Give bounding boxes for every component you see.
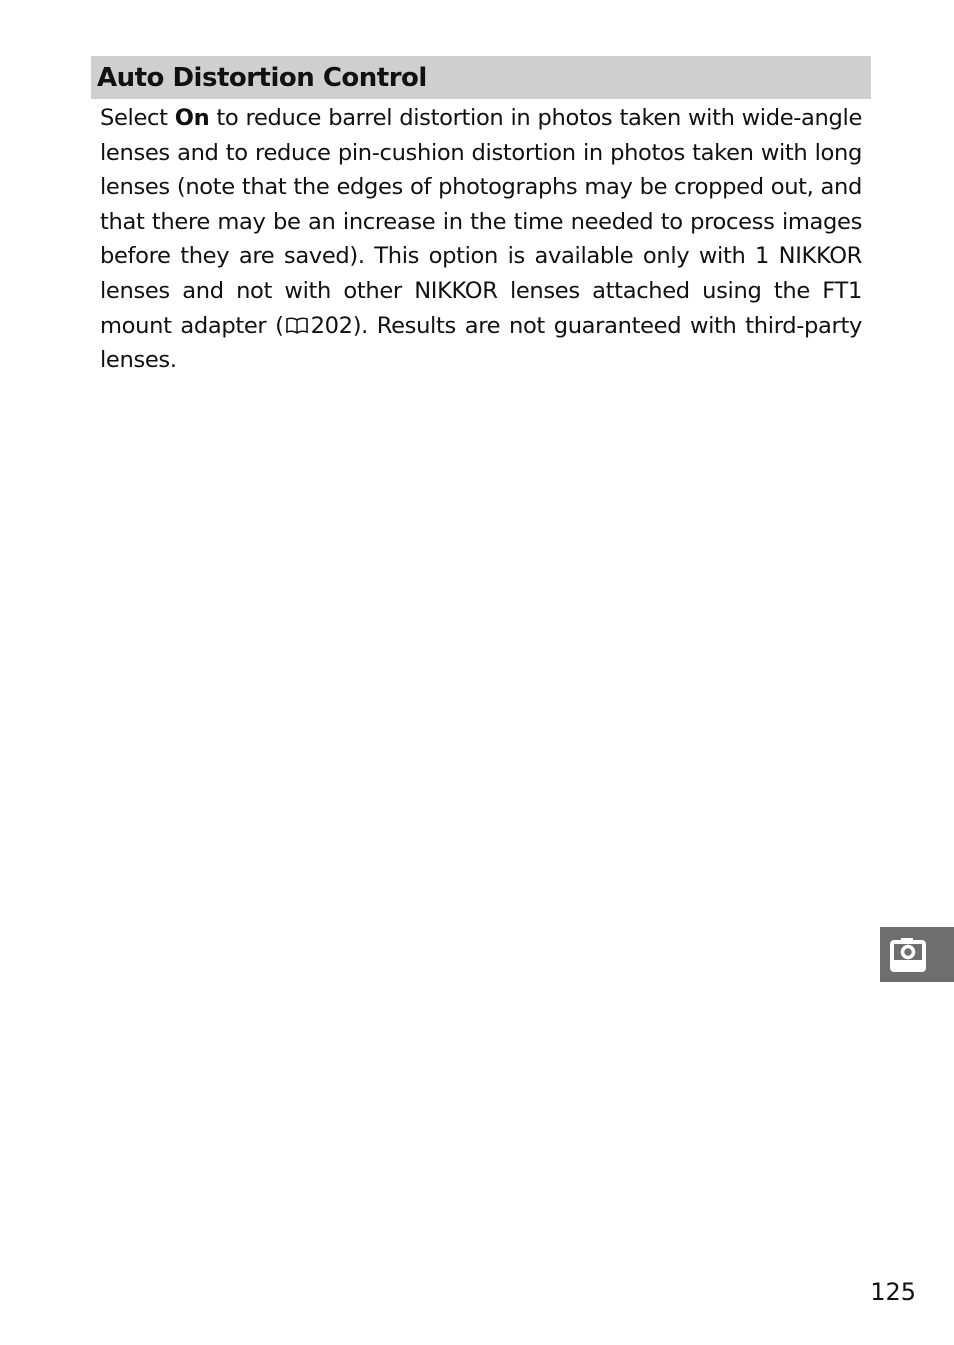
page-number: 125 <box>870 1278 916 1306</box>
section-header <box>91 56 871 99</box>
paragraph-text-2: to reduce barrel distortion in photos taken with wide-angle lenses and to reduce pin-cushion distortion in photos taken with long lenses (note that the edges of photographs may be cropped out, and that there may be an increase in the time needed to process images before they are saved). This option is available only with 1 NIKKOR lenses and not with other NIKKOR lenses attached using the FT1 mount adapter ( <box>100 105 862 339</box>
paragraph-text-1: Select <box>100 105 175 131</box>
body-paragraph <box>100 101 862 378</box>
page-reference-number[interactable]: 202 <box>310 312 353 339</box>
option-on-label: On <box>174 105 210 131</box>
book-reference-icon <box>285 310 309 327</box>
shooting-menu-icon <box>886 935 930 975</box>
section-title: Auto Distortion Control <box>97 62 427 93</box>
paragraph-text-3: ). Results are not guaranteed with third-party lenses. <box>100 312 862 374</box>
side-tab[interactable] <box>880 927 954 982</box>
